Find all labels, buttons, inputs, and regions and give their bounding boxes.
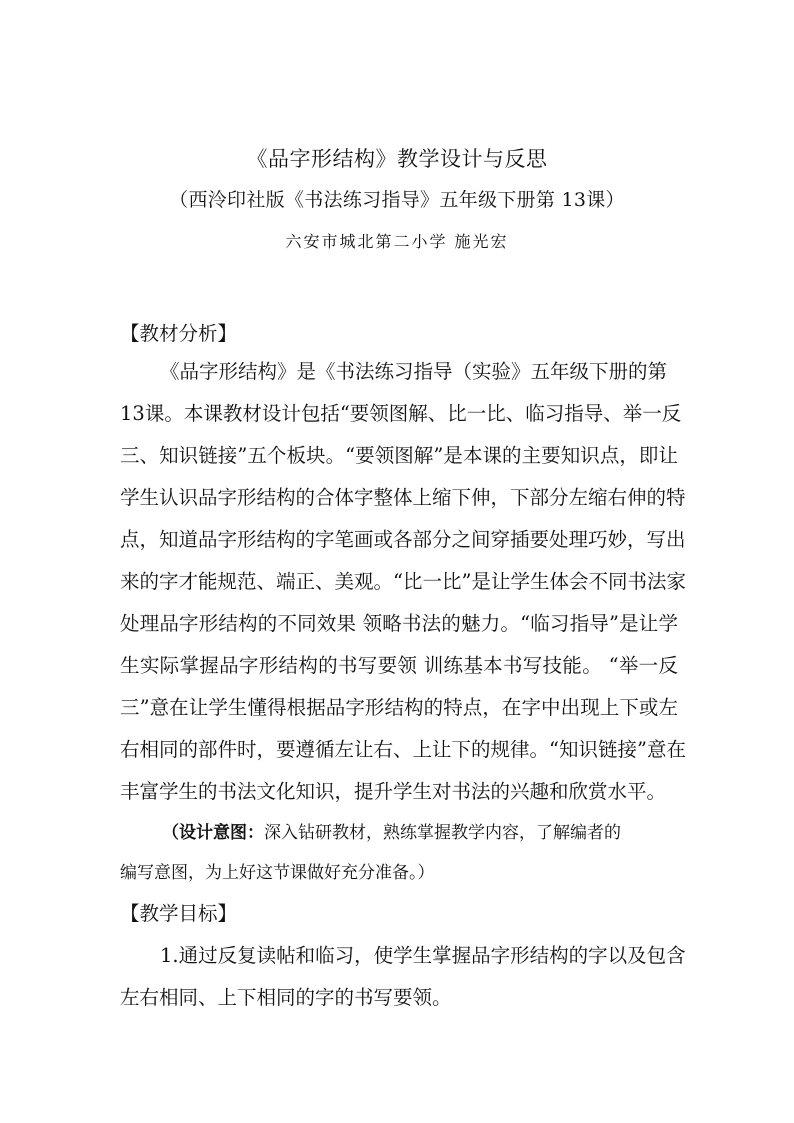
document-title: 《品字形结构》教学设计与反思 <box>246 147 548 171</box>
analysis-line: 13课。本课教材设计包括“要领图解、比一比、临习指导、举一反 <box>120 402 682 425</box>
analysis-line: 右相同的部件时，要遵循左让右、上让下的规律。“知识链接”意在 <box>120 738 686 761</box>
analysis-line: 三”意在让学生懂得根据品字形结构的特点，在字中出现上下或左 <box>120 696 678 719</box>
design-intent-text: 深入钻研教材，熟练掌握教学内容，了解编者的 <box>264 823 621 843</box>
analysis-line: 丰富学生的书法文化知识，提升学生对书法的兴趣和欣赏水平。 <box>120 780 667 803</box>
document-subtitle: （西泠印社版《书法练习指导》五年级下册第 13课） <box>169 189 625 211</box>
design-intent-line <box>162 818 621 843</box>
section-heading-objectives: 【教学目标】 <box>120 902 238 925</box>
analysis-line: 三、知识链接”五个板块。“要领图解”是本课的主要知识点，即让 <box>120 444 678 467</box>
objective-line: 左右相同、上下相同的字的书写要领。 <box>120 986 452 1009</box>
analysis-line: 《品字形结构》是《书法练习指导（实验》五年级下册的第 <box>160 360 668 383</box>
analysis-line: 生实际掌握品字形结构的书写要领 训练基本书写技能。 “举一反 <box>120 654 678 677</box>
document-author: 六安市城北第二小学 施光宏 <box>285 232 509 251</box>
design-intent-label: （设计意图： <box>162 823 264 843</box>
objective-line: 1.通过反复读帖和临习，使学生掌握品字形结构的字以及包含 <box>160 944 686 967</box>
analysis-line: 学生认识品字形结构的合体字整体上缩下伸，下部分左缩右伸的特 <box>120 486 686 509</box>
analysis-line: 点，知道品字形结构的字笔画或各部分之间穿插要处理巧妙，写出 <box>120 528 686 551</box>
analysis-line: 处理品字形结构的不同效果 领略书法的魅力。“临习指导”是让学 <box>120 612 678 635</box>
design-intent-line: 编写意图，为上好这节课做好充分准备。） <box>120 863 435 883</box>
analysis-line: 来的字才能规范、端正、美观。“比一比”是让学生体会不同书法家 <box>120 570 686 593</box>
section-heading-analysis: 【教材分析】 <box>120 322 238 345</box>
